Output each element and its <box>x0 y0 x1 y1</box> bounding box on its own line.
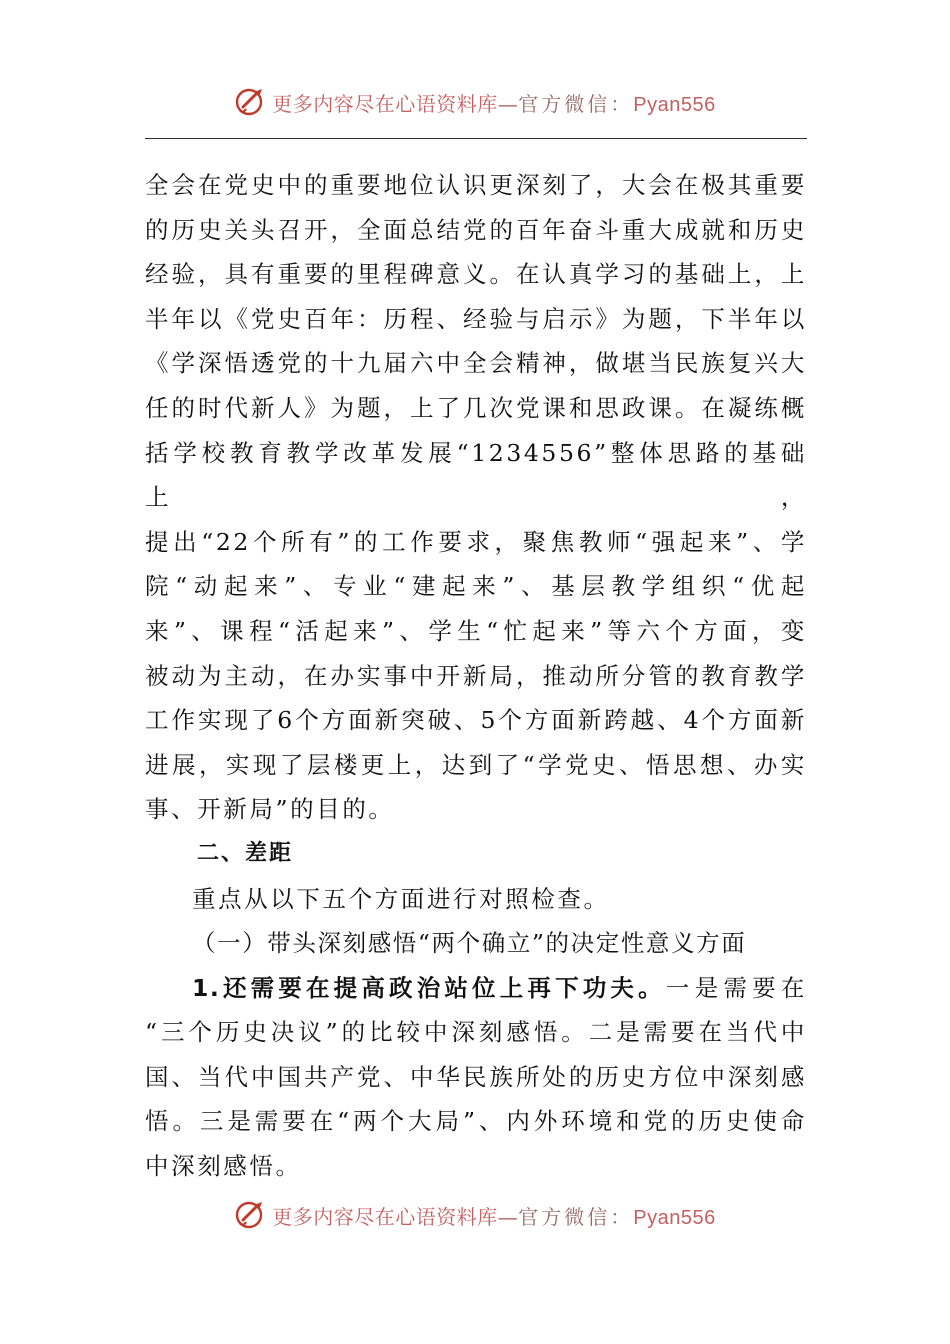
para1-line: 括学校教育教学改革发展“1234556”整体思路的基础上， <box>145 438 807 512</box>
watermark-id: Pyan556 <box>633 1206 716 1229</box>
para1-line: 被动为主动，在办实事中开新局，推动所分管的教育教学 <box>145 661 807 690</box>
para1-line: 经验，具有重要的里程碑意义。在认真学习的基础上，上 <box>145 260 807 289</box>
watermark-site: 更多内容尽在心语资料库 <box>272 91 498 116</box>
brush-logo-icon <box>234 85 268 119</box>
para1-line: 提出“22个所有”的工作要求，聚焦教师“强起来”、学 <box>145 527 807 556</box>
para1-line: 来”、课程“活起来”、学生“忙起来”等六个方面，变 <box>145 616 807 645</box>
para1-line: 进展，实现了层楼更上，达到了“学党史、悟思想、办实 <box>145 750 807 779</box>
para1-line: 工作实现了6个方面新突破、5个方面新跨越、4个方面新 <box>145 706 807 735</box>
para1-line: 的历史关头召开，全面总结党的百年奋斗重大成就和历史 <box>145 215 807 244</box>
para1-line: 任的时代新人》为题，上了几次党课和思政课。在凝练概 <box>145 393 807 422</box>
watermark-dash: — <box>497 1204 519 1229</box>
para1-line: 半年以《党史百年：历程、经验与启示》为题，下半年以 <box>145 304 807 333</box>
item1-line <box>145 966 807 1011</box>
watermark-official: 官方微信： <box>518 1204 634 1229</box>
para1-line: 院“动起来”、专业“建起来”、基层教学组织“优起 <box>145 572 807 601</box>
section-heading-gap: 二、差距 <box>197 840 294 866</box>
item1-line: “三个历史决议”的比较中深刻感悟。二是需要在当代中 <box>145 1018 807 1047</box>
watermark-text <box>272 88 715 117</box>
watermark-official: 官方微信： <box>518 91 634 116</box>
para1-line: 《学深悟透党的十九届六中全会精神，做堪当民族复兴大 <box>145 349 807 378</box>
item1-line-text: 一是需要在 <box>665 973 808 1002</box>
footer-watermark <box>0 1195 950 1235</box>
item1-line: 国、当代中国共产党、中华民族所处的历史方位中深刻感 <box>145 1062 807 1091</box>
watermark-dash: — <box>497 91 519 116</box>
intro-line: 重点从以下五个方面进行对照检查。 <box>192 884 610 913</box>
watermark-id: Pyan556 <box>633 93 716 116</box>
subheading-1: （一）带头深刻感悟“两个确立”的决定性意义方面 <box>192 929 747 958</box>
para1-line: 事、开新局”的目的。 <box>145 795 395 824</box>
header-watermark <box>0 82 950 122</box>
item1-line: 悟。三是需要在“两个大局”、内外环境和党的历史使命 <box>145 1107 807 1136</box>
item1-bold: 1.还需要在提高政治站位上再下功夫。 <box>192 973 666 1002</box>
item1-line: 中深刻感悟。 <box>145 1152 302 1181</box>
header-rule <box>145 138 807 139</box>
brush-logo-icon <box>234 1198 268 1232</box>
document-body <box>145 163 807 1189</box>
para1-line: 全会在党史中的重要地位认识更深刻了，大会在极其重要 <box>145 171 807 199</box>
watermark-site: 更多内容尽在心语资料库 <box>272 1204 498 1229</box>
watermark-text <box>272 1201 715 1230</box>
